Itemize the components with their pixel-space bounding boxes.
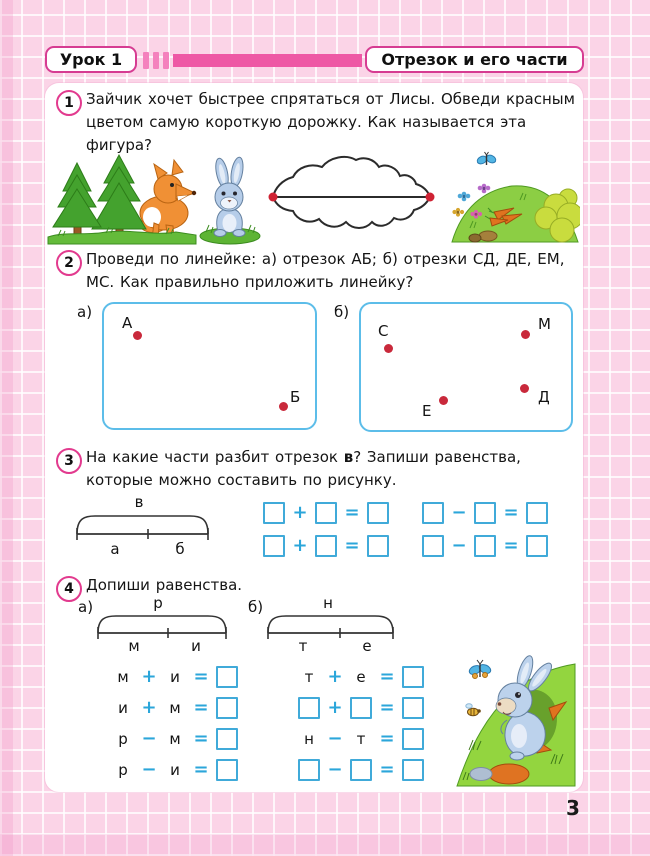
stone: [470, 768, 492, 781]
equals-sign: =: [379, 697, 395, 718]
plus-operator: +: [327, 666, 343, 687]
operand-letter: и: [170, 761, 180, 779]
operand-letter: м: [117, 668, 129, 686]
point-label: М: [538, 315, 551, 333]
upper-curved-path: [273, 157, 430, 197]
task2-text: Проведи по линейке: а) отрезок АБ; б) отрезки СД, ДЕ, ЕМ, МС. Как правильно приложить линейку?: [86, 250, 565, 291]
answer-box[interactable]: [402, 759, 424, 781]
minus-operator: −: [141, 759, 157, 780]
equation-row: [298, 666, 424, 688]
answer-box[interactable]: [422, 502, 444, 524]
minus-operator: −: [327, 728, 343, 749]
page-number: 3: [566, 796, 580, 820]
equation-row: [422, 535, 548, 557]
equation-row: [298, 759, 424, 781]
header-bar: [173, 54, 362, 67]
lower-curved-path: [273, 197, 430, 228]
bracket: [77, 516, 208, 534]
answer-box[interactable]: [298, 697, 320, 719]
task3-number: 3: [56, 448, 82, 474]
part2-label: и: [191, 637, 201, 654]
answer-box[interactable]: [315, 502, 337, 524]
answer-box[interactable]: [216, 728, 238, 750]
equals-sign: =: [503, 502, 519, 523]
point-label: А: [122, 314, 133, 332]
answer-box[interactable]: [526, 502, 548, 524]
equals-sign: =: [193, 759, 209, 780]
operand-letter: р: [118, 761, 128, 779]
stone: [469, 234, 481, 242]
carrot-pile: [489, 764, 529, 784]
plus-operator: +: [141, 697, 157, 718]
equation-row: [298, 697, 424, 719]
stone: [479, 231, 497, 241]
answer-box[interactable]: [474, 502, 496, 524]
equals-sign: =: [344, 535, 360, 556]
plus-operator: +: [327, 697, 343, 718]
point-dot: [439, 396, 448, 405]
diagram-b-label: б): [248, 598, 264, 616]
lesson-label: Урок 1: [59, 50, 123, 69]
segment-name-bold: в: [343, 448, 354, 466]
lesson-badge: [45, 46, 137, 73]
equals-sign: =: [193, 666, 209, 687]
grass: [48, 231, 196, 244]
endpoint-dot: [426, 193, 435, 202]
answer-box[interactable]: [263, 535, 285, 557]
answer-box[interactable]: [402, 697, 424, 719]
point-dot: [279, 402, 288, 411]
answer-box[interactable]: [367, 535, 389, 557]
task2-number: 2: [56, 250, 82, 276]
answer-box[interactable]: [216, 759, 238, 781]
answer-box[interactable]: [402, 728, 424, 750]
answer-box[interactable]: [402, 666, 424, 688]
point-label: Д: [538, 388, 550, 406]
operand-letter: е: [356, 668, 366, 686]
equation-row: [298, 728, 424, 750]
answer-box[interactable]: [367, 502, 389, 524]
equation-row: [263, 535, 389, 557]
two-paths-segment-shape[interactable]: [260, 150, 448, 245]
operand-letter: т: [304, 668, 314, 686]
point-dot: [384, 344, 393, 353]
answer-box[interactable]: [298, 759, 320, 781]
segment-diagram-b: [264, 596, 396, 654]
equation-row: [422, 502, 548, 524]
equals-sign: =: [379, 728, 395, 749]
point-label: Е: [422, 402, 432, 420]
task4-number: 4: [56, 576, 82, 602]
minus-operator: −: [327, 759, 343, 780]
plus-operator: +: [292, 502, 308, 523]
plus-operator: +: [141, 666, 157, 687]
task4-text: Допиши равенства.: [86, 576, 243, 594]
fir-trees: [53, 155, 146, 237]
hare-on-hill-illustration: [453, 646, 579, 790]
fox-figure: [140, 160, 196, 240]
answer-box[interactable]: [216, 697, 238, 719]
task1-number: 1: [56, 90, 82, 116]
bracket: [268, 616, 393, 633]
equals-sign: =: [379, 759, 395, 780]
operand-letter: и: [170, 668, 180, 686]
whole-label: р: [153, 596, 163, 612]
equals-sign: =: [344, 502, 360, 523]
bracket: [98, 616, 226, 633]
answer-box[interactable]: [216, 666, 238, 688]
header-tick: [163, 52, 169, 69]
whole-label: в: [134, 494, 144, 511]
hare-illustration: [198, 156, 262, 245]
hill-with-carrots-illustration: [450, 150, 580, 245]
header-tick: [153, 52, 159, 69]
answer-box[interactable]: [350, 697, 372, 719]
bee: [466, 704, 481, 716]
task1-text: Зайчик хочет быстрее спрятаться от Лисы. Обведи красным цветом самую короткую дорожку. Как называется эта фигура?: [86, 90, 575, 154]
answer-box[interactable]: [263, 502, 285, 524]
equation-row: [112, 697, 238, 719]
task3-text: На какие части разбит отрезок в? Запиши равенства, которые можно составить по рисунку.: [86, 448, 521, 489]
part1-label: а: [110, 540, 120, 558]
equals-sign: =: [193, 697, 209, 718]
segment-diagram: [75, 494, 210, 558]
panel-a-label: а): [77, 303, 93, 321]
plus-operator: +: [292, 535, 308, 556]
topic-badge: [365, 46, 584, 73]
whole-label: н: [323, 596, 333, 612]
point-dot: [521, 330, 530, 339]
answer-box[interactable]: [350, 759, 372, 781]
minus-operator: −: [451, 535, 467, 556]
equation-row: [112, 759, 238, 781]
butterfly: [468, 660, 492, 679]
equals-sign: =: [193, 728, 209, 749]
operand-letter: и: [118, 699, 128, 717]
hare-figure: [214, 156, 246, 236]
butterfly: [476, 152, 497, 165]
answer-box[interactable]: [474, 535, 496, 557]
part1-label: м: [128, 637, 140, 654]
segment-diagram-a: [96, 596, 228, 654]
topic-label: Отрезок и его части: [381, 50, 568, 69]
operand-letter: р: [118, 730, 128, 748]
part2-label: б: [175, 540, 185, 558]
header-tick: [143, 52, 149, 69]
equation-row: [263, 502, 389, 524]
equals-sign: =: [503, 535, 519, 556]
equation-row: [112, 728, 238, 750]
operand-letter: м: [169, 730, 181, 748]
point-label: Б: [290, 388, 301, 406]
fir-trees-and-fox-illustration: [46, 149, 198, 246]
operand-letter: м: [169, 699, 181, 717]
point-dot: [520, 384, 529, 393]
answer-box[interactable]: [422, 535, 444, 557]
part1-label: т: [298, 637, 308, 654]
operand-letter: т: [356, 730, 366, 748]
panel-b-label: б): [334, 303, 350, 321]
page-edge-shade-left: [0, 0, 13, 856]
equals-sign: =: [379, 666, 395, 687]
part2-label: е: [362, 637, 372, 654]
point-label: С: [378, 322, 389, 340]
equation-row: [112, 666, 238, 688]
answer-box[interactable]: [526, 535, 548, 557]
page-edge-shade-bottom: [0, 834, 650, 856]
minus-operator: −: [451, 502, 467, 523]
minus-operator: −: [141, 728, 157, 749]
operand-letter: н: [304, 730, 314, 748]
endpoint-dot: [269, 193, 278, 202]
diagram-a-label: а): [78, 598, 94, 616]
answer-box[interactable]: [315, 535, 337, 557]
point-dot: [133, 331, 142, 340]
